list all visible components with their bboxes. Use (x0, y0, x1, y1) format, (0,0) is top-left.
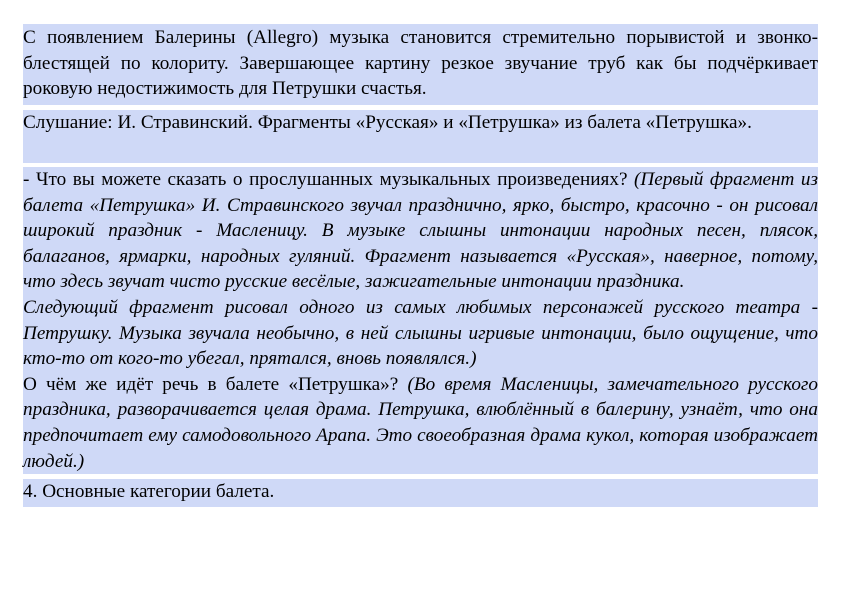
paragraph-petrushka-fragment: Следующий фрагмент рисовал одного из самых любимых персонажей русского театра - Петрушку. Музыка звучала необычно, в ней слышны игривые интонации, было ощущение, что кто-то от кого-то убегал, прятался, вновь появлялся.) (23, 295, 818, 372)
paragraph-question-plot (23, 372, 818, 474)
paragraph-question-fragments (23, 167, 818, 295)
teacher-question: - Что вы можете сказать о прослушанных музыкальных произведениях? (23, 169, 635, 190)
student-answer: (Во время Масленицы, замечательного русского праздника, разворачивается целая драма. Петрушка, влюблённый в балерину, узнаёт, что она предпочитает ему самодовольного Арапа. Это своеобразная драма кукол, которая изображает людей.) (23, 373, 818, 472)
paragraph-listening: Слушание: И. Стравинский. Фрагменты «Русская» и «Петрушка» из балета «Петрушка». (23, 110, 818, 163)
section-heading-ballet-categories: 4. Основные категории балета. (23, 479, 818, 507)
teacher-question: О чём же идёт речь в балете «Петрушка»? (23, 373, 408, 395)
student-answer: (Первый фрагмент из балета «Петрушка» И. Стравинского звучал празднично, ярко, быстро, красочно - он рисовал широкий праздник - Масленицу. В музыке слышны интонации народных песен, плясок, балаганов, ярмарки, народных гуляний. Фрагмент называется «Русская», наверное, потому, что здесь звучат чисто русские весёлые, зажигательные интонации праздника. (23, 169, 818, 293)
paragraph-ballerina-allegro: С появлением Балерины (Allegro) музыка становится стремительно порывистой и звонко-блестящей по колориту. Завершающее картину резкое звучание труб как бы подчёркивает роковую недостижимость для Петрушки счастья. (23, 24, 818, 105)
document-body (23, 24, 818, 507)
